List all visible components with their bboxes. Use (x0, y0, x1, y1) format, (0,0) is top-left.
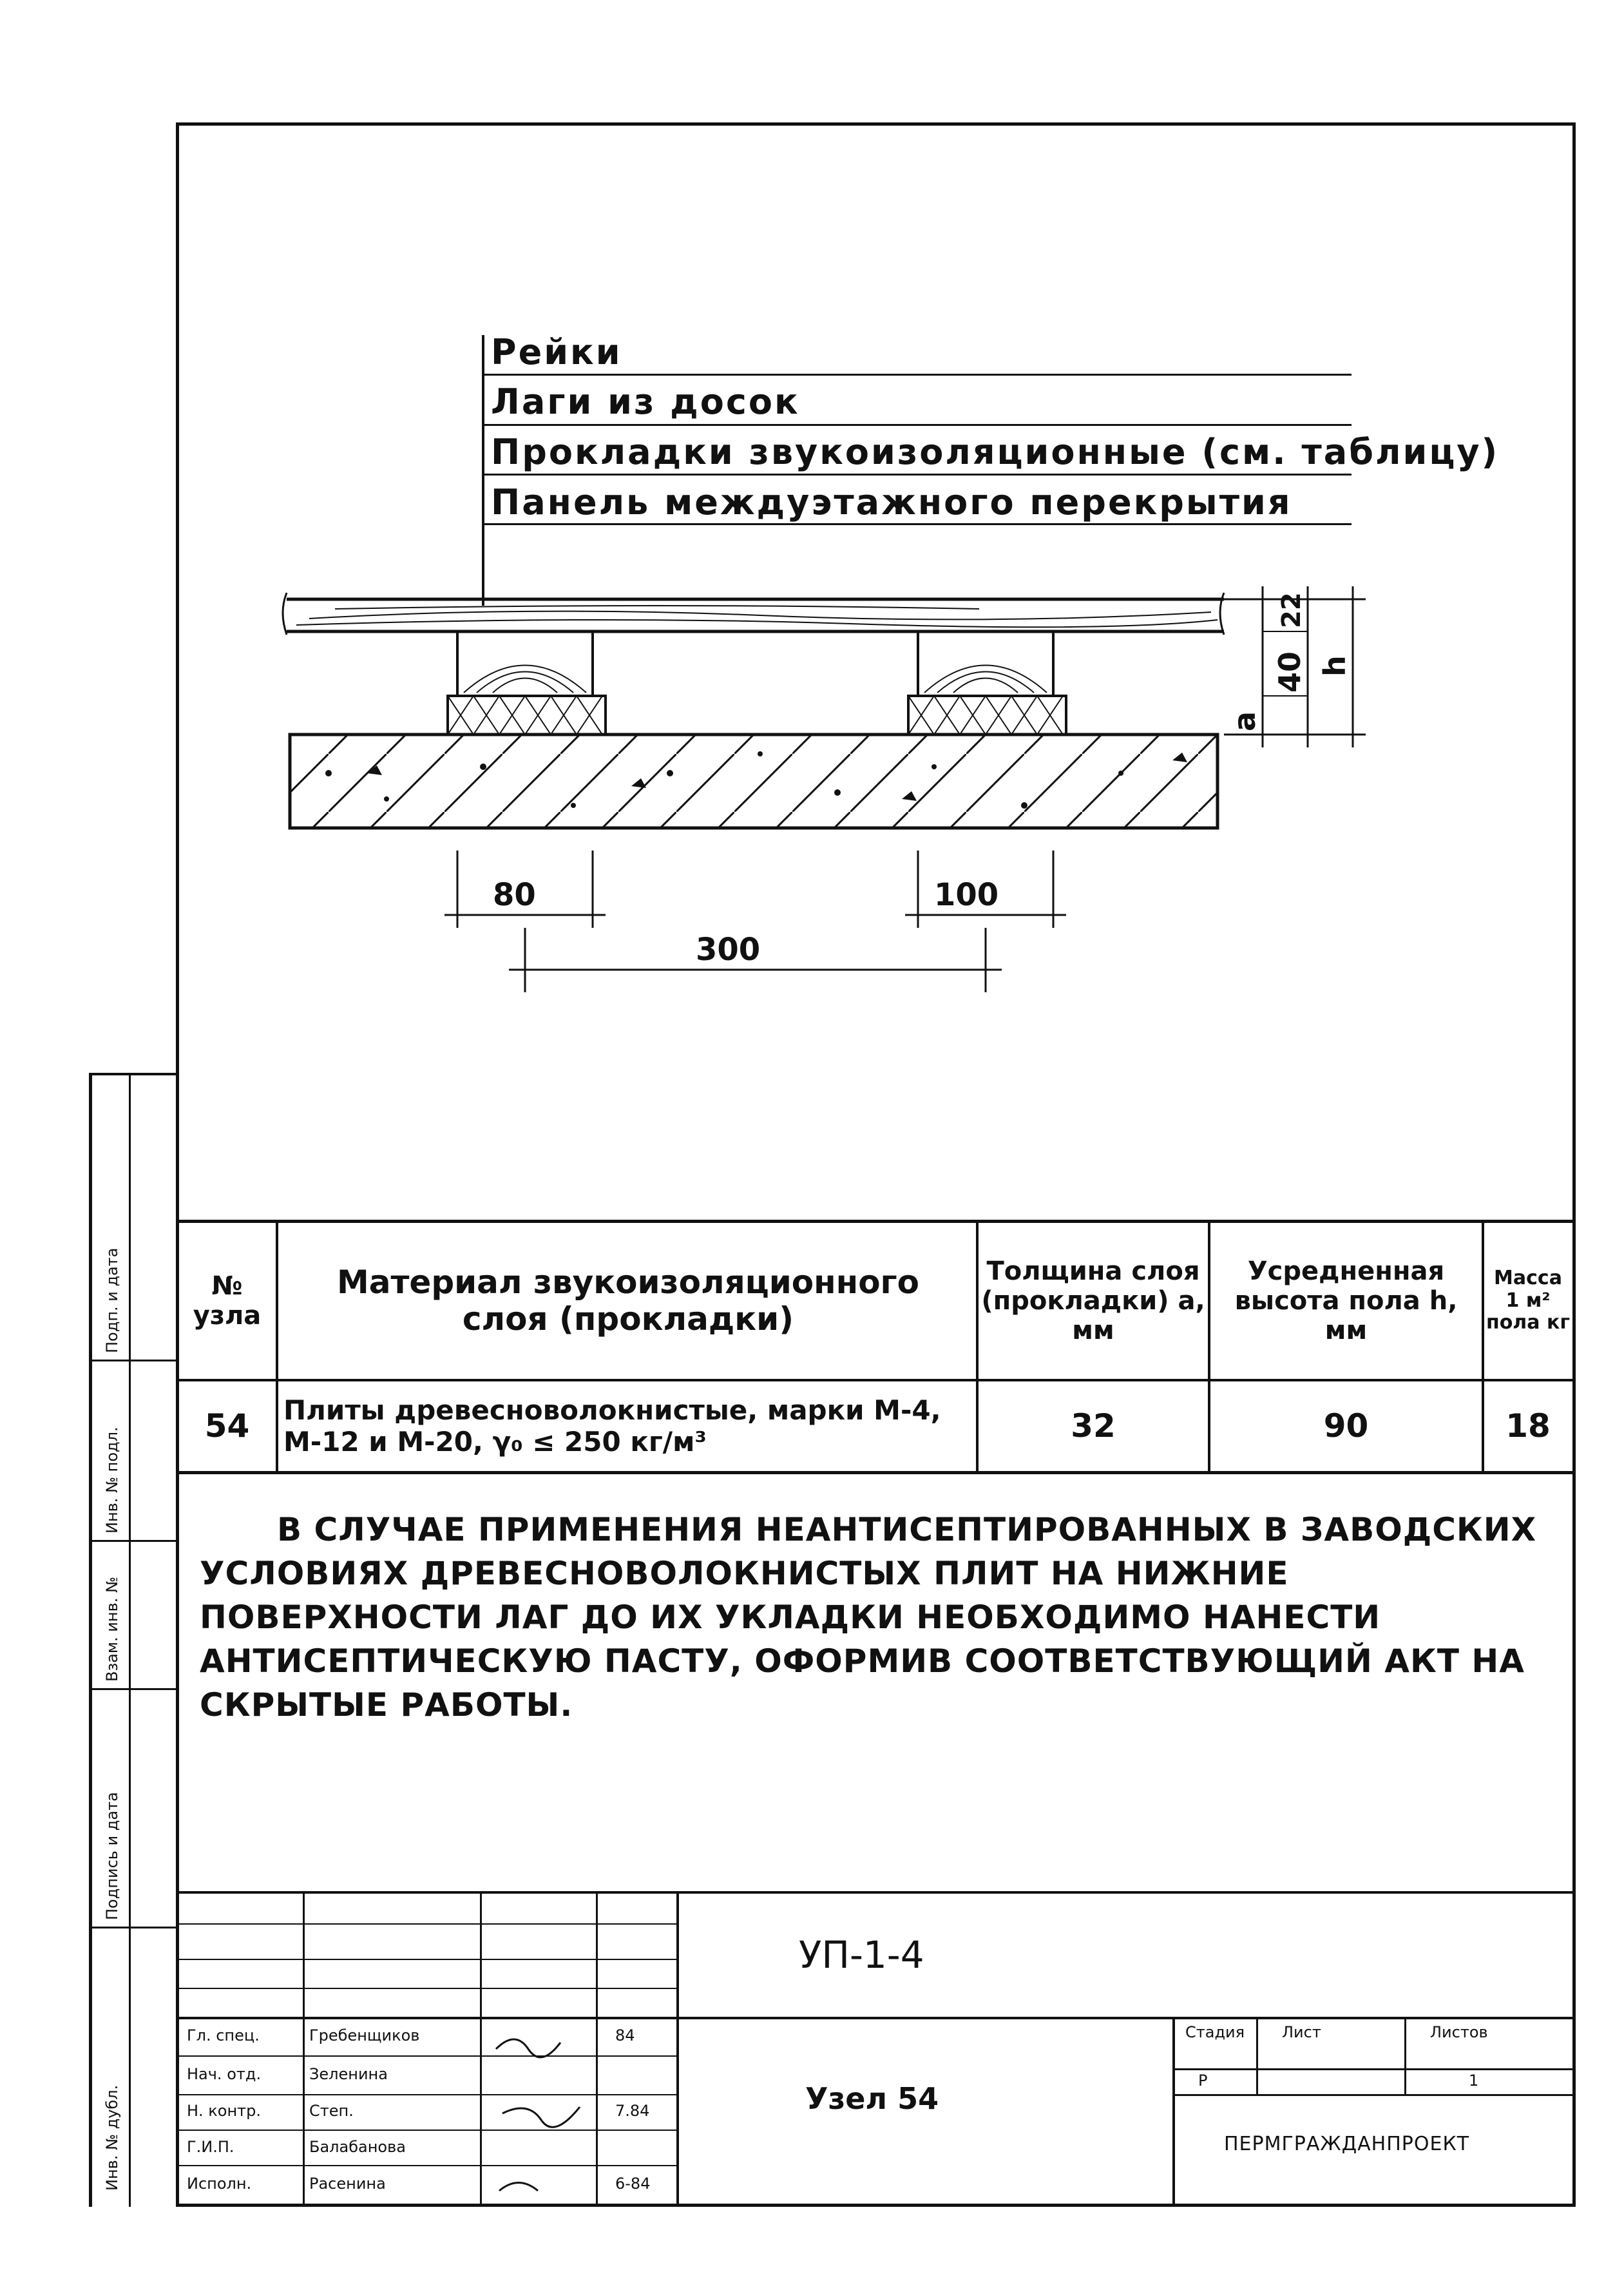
dim-80: 80 (493, 877, 536, 913)
side-dimensions (1224, 586, 1366, 747)
stamp-inv-orig: Инв. № подл. (103, 1427, 121, 1534)
sheets-label: Листов (1430, 2023, 1488, 2041)
header-num: № узла (193, 1271, 262, 1331)
signer-role-2: Нач. отд. (187, 2065, 262, 2083)
signer-name-4: Балабанова (309, 2138, 406, 2156)
signer-date-3: 7.84 (615, 2102, 650, 2120)
dim-40: 40 (1272, 651, 1307, 693)
row-height: 90 (1323, 1407, 1369, 1445)
doc-code: УП-1-4 (799, 1933, 924, 1977)
signer-role-4: Г.И.П. (187, 2138, 234, 2156)
signer-name-2: Зеленина (309, 2065, 388, 2083)
frame-bottom (176, 2204, 1576, 2207)
row-material: Плиты древесноволокнистые, марки М-4, М-12 и М-20, γ₀ ≤ 250 кг/м³ (283, 1394, 941, 1457)
frame-right (1572, 122, 1576, 2207)
stage-value: Р (1198, 2072, 1208, 2090)
organization: ПЕРМГРАЖДАНПРОЕКТ (1224, 2133, 1470, 2155)
signer-name-3: Степ. (309, 2102, 354, 2120)
joist-2 (908, 631, 1066, 735)
stamp-sign-date: Подп. и дата (103, 1247, 121, 1353)
frame-top (176, 122, 1576, 126)
dim-22: 22 (1277, 592, 1306, 628)
dim-100: 100 (934, 877, 999, 913)
header-mass: Масса 1 м² пола кг (1485, 1267, 1571, 1334)
floor-section-drawing (271, 580, 1379, 1018)
dim-h: h (1317, 655, 1352, 677)
stamp-signature: Подпись и дата (103, 1792, 121, 1920)
stage-label: Стадия (1185, 2023, 1245, 2041)
layer-label-pads: Прокладки звукоизоляционные (см. таблицу) (491, 432, 1500, 472)
signer-name-5: Расенина (309, 2175, 386, 2193)
signer-date-1: 84 (615, 2026, 635, 2044)
rail-board (283, 593, 1224, 635)
signer-role-1: Гл. спец. (187, 2026, 260, 2044)
sheet-label: Лист (1282, 2023, 1321, 2041)
sheets-value: 1 (1469, 2072, 1479, 2090)
signer-role-5: Исполн. (187, 2175, 252, 2193)
stamp-inv-dup: Инв. № дубл. (103, 2084, 121, 2191)
header-material: Материал звукоизоляционного слоя (прокладки) (336, 1263, 920, 1338)
layer-label-joists: Лаги из досок (491, 381, 800, 422)
signature-scribble (490, 2023, 593, 2197)
bottom-dimensions (444, 851, 1066, 992)
row-mass: 18 (1505, 1407, 1551, 1445)
dim-a: a (1227, 711, 1262, 731)
layer-label-rails: Рейки (491, 332, 622, 372)
joist-1 (448, 631, 606, 735)
dim-300: 300 (696, 932, 761, 968)
layer-leader-line (482, 335, 484, 606)
drawing-title: Узел 54 (805, 2081, 939, 2116)
signer-name-1: Гребенщиков (309, 2026, 420, 2044)
header-thickness: Толщина слоя (прокладки) a, мм (981, 1256, 1205, 1345)
frame-left (176, 122, 179, 2207)
row-thickness: 32 (1071, 1407, 1116, 1445)
layer-label-slab: Панель междуэтажного перекрытия (491, 482, 1292, 523)
floor-slab (290, 735, 1218, 828)
signer-date-5: 6-84 (615, 2175, 651, 2193)
header-height: Усредненная высота пола h, мм (1234, 1256, 1458, 1345)
row-num: 54 (204, 1407, 250, 1445)
note-text: В СЛУЧАЕ ПРИМЕНЕНИЯ НЕАНТИСЕПТИРОВАННЫХ В ЗАВОДСКИХ УСЛОВИЯХ ДРЕВЕСНОВОЛОКНИСТЫХ ПЛИТ НА НИЖНИЕ ПОВЕРХНОСТИ ЛАГ ДО ИХ УКЛАДКИ НЕОБХОДИМО НАНЕСТИ АНТИСЕПТИЧЕСКУЮ ПАСТУ, ОФОРМИВ СООТВЕТСТВУЮЩИЙ АКТ НА СКРЫТЫЕ РАБОТЫ. (200, 1511, 1537, 1724)
signer-role-3: Н. контр. (187, 2102, 262, 2120)
stamp-replaced: Взам. инв. № (103, 1577, 121, 1682)
